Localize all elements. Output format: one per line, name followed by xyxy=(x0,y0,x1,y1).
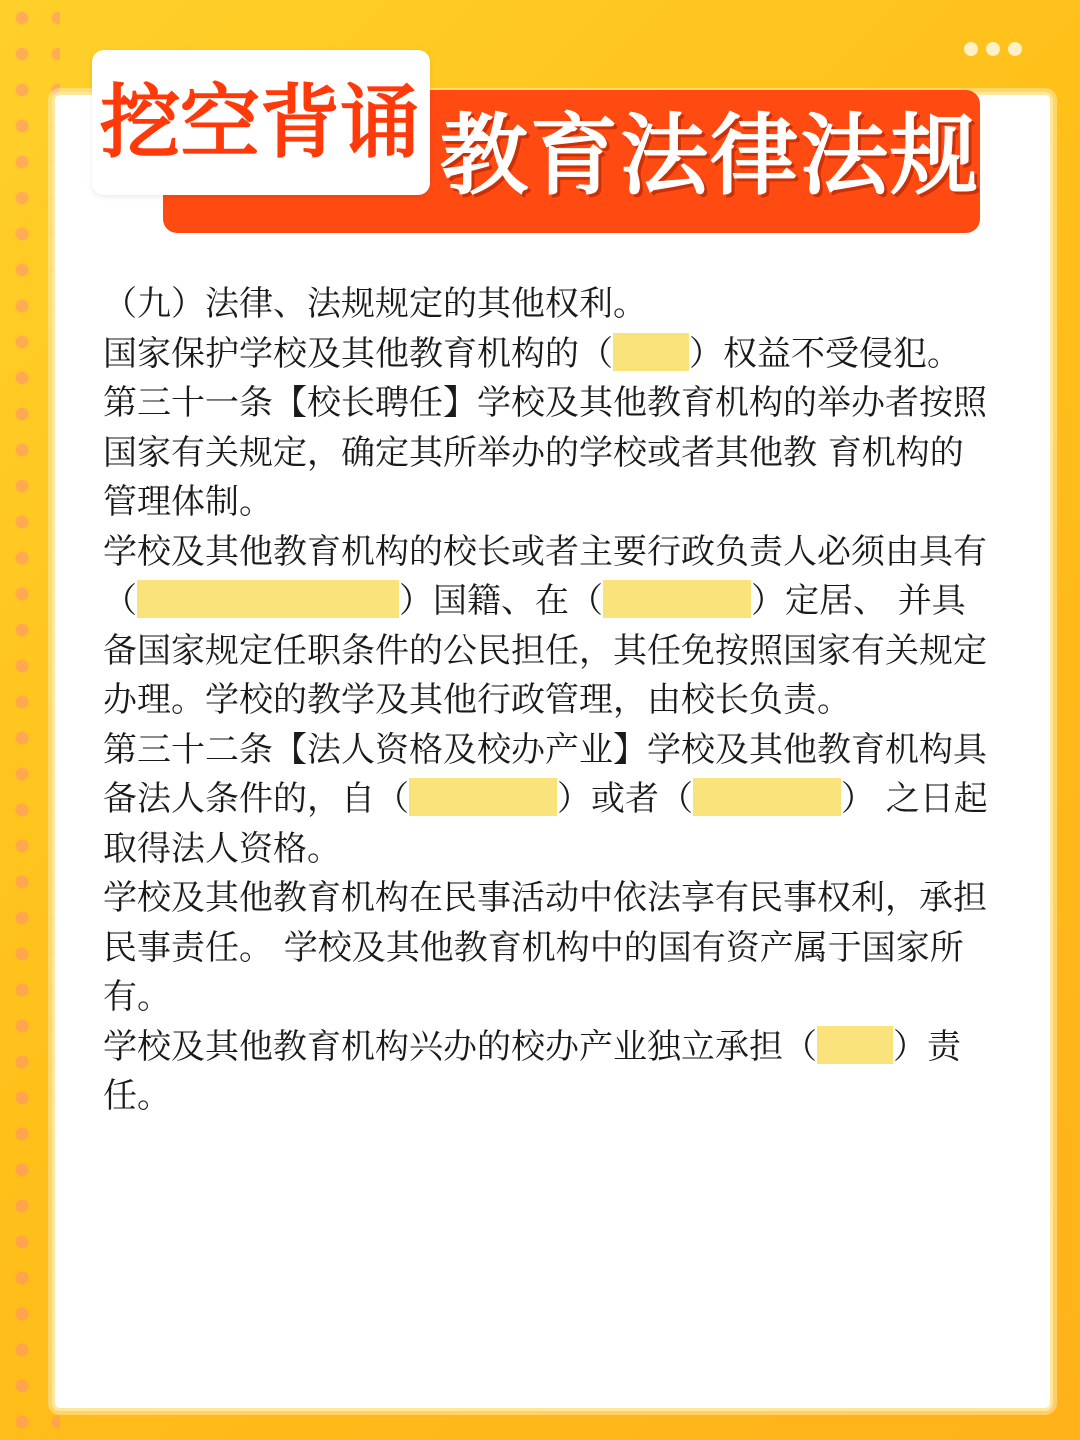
fill-blank xyxy=(137,580,399,618)
text-content xyxy=(103,280,993,1122)
paragraph-3 xyxy=(103,528,993,726)
text-segment: ） 之日起取得法人资格。 xyxy=(103,779,988,869)
paragraph-6 xyxy=(103,1023,993,1122)
text-segment: 学校及其他教育机构兴办的校办产业独立承担（ xyxy=(103,1026,817,1067)
decorative-dots-pattern xyxy=(0,0,60,1440)
fill-blank xyxy=(817,1026,893,1064)
banner-title: 教育法律法规 xyxy=(440,103,981,207)
fill-blank xyxy=(603,580,751,618)
paragraph-article-31: 第三十一条【校长聘任】学校及其他教育机构的举办者按照国家有关规定，确定其所举办的学校或者其他教 育机构的管理体制。 xyxy=(103,383,987,522)
paragraph-item9: （九）法律、法规规定的其他权利。 xyxy=(103,284,647,324)
fill-blank xyxy=(613,333,689,371)
text-segment: ）责任。 xyxy=(103,1026,961,1116)
fill-blank xyxy=(693,778,841,816)
text-segment: ）定居、 并具备国家规定任职条件的公民担任，其任免按照国家有关规定办理。学校的教学及其他行政管理，由校长负责。 xyxy=(103,581,987,720)
text-segment: ）权益不受侵犯。 xyxy=(689,333,961,374)
text-segment: ）或者（ xyxy=(557,779,693,819)
text-segment: 学校及其他教育机构的校长或者主要行政负责人必须由具有（ xyxy=(103,531,987,621)
paragraph-1 xyxy=(103,330,993,380)
fill-blank xyxy=(409,778,557,816)
paragraph-5: 学校及其他教育机构在民事活动中依法享有民事权利，承担民事责任。 学校及其他教育机构中的国有资产属于国家所有。 xyxy=(103,878,987,1017)
text-segment: ）国籍、在（ xyxy=(399,581,603,621)
paragraph-article-32 xyxy=(103,726,993,875)
text-segment: 第三十二条【法人资格及校办产业】学校及其他教育机构具备法人条件的，自（ xyxy=(103,729,987,819)
text-segment: 国家保护学校及其他教育机构的（ xyxy=(103,333,613,374)
decorative-top-dots xyxy=(964,42,1022,56)
tag-title: 挖空背诵 xyxy=(100,75,420,169)
